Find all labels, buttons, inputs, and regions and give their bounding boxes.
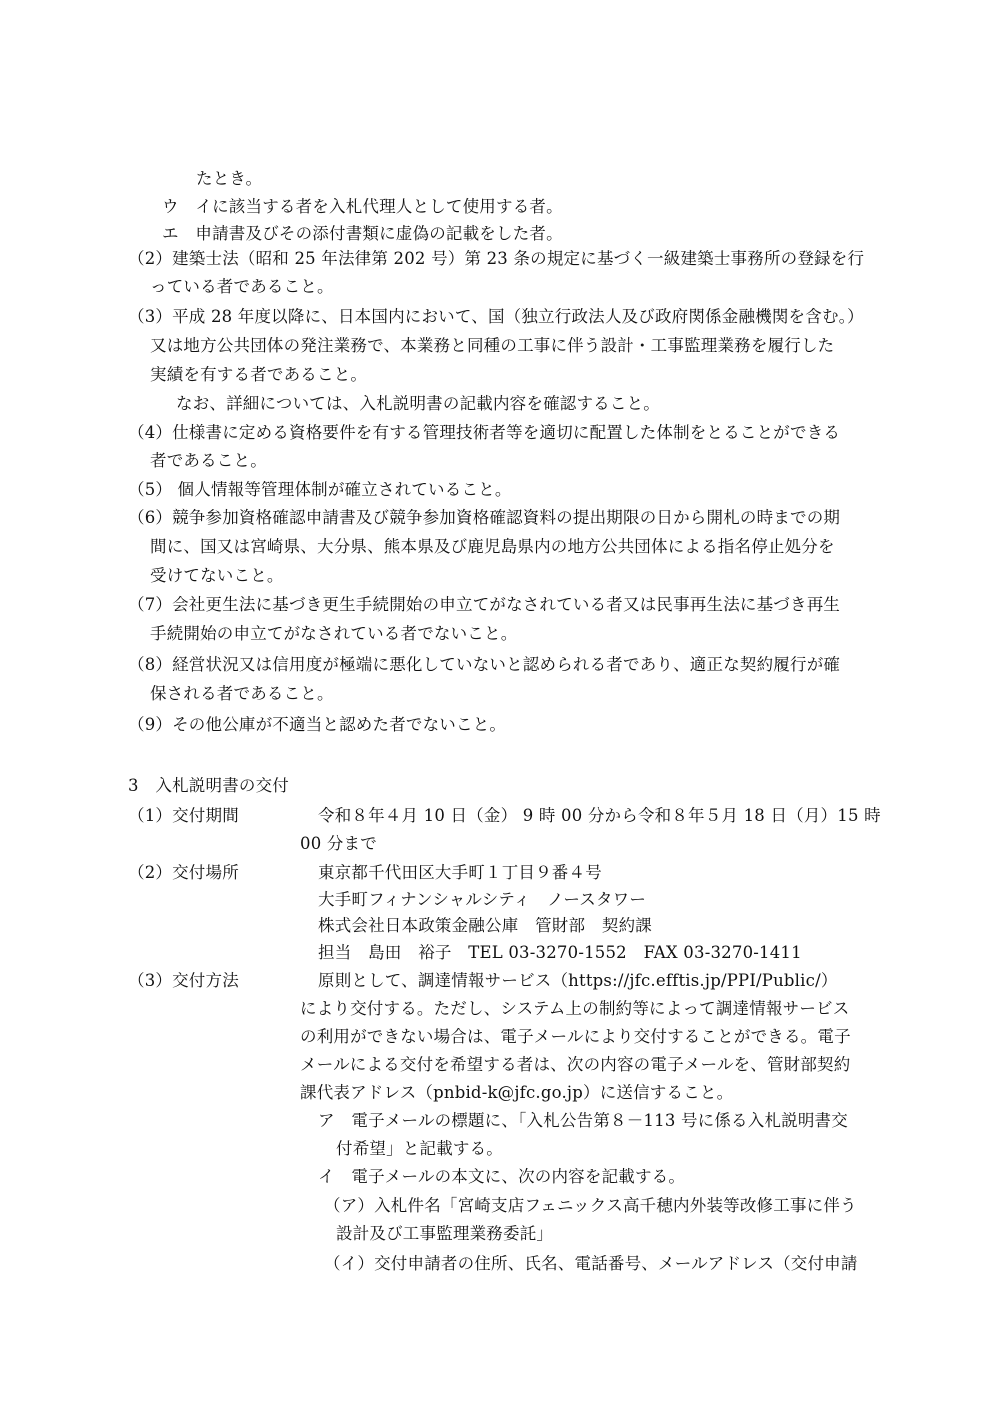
sub-item-u: ウ イに該当する者を入札代理人として使用する者。 bbox=[162, 197, 563, 216]
period-value-line-1: 令和８年４月 10 日（金） 9 時 00 分から令和８年５月 18 日（月）15 時 bbox=[318, 806, 881, 825]
place-value-line-4: 担当 島田 裕子 TEL 03-3270-1552 FAX 03-3270-1411 bbox=[318, 943, 802, 962]
item-6-line-1: （6）競争参加資格確認申請書及び競争参加資格確認資料の提出期限の日から開札の時までの期 bbox=[128, 508, 841, 527]
item-7-line-1: （7）会社更生法に基づき更生手続開始の申立てがなされている者又は民事再生法に基づき再生 bbox=[128, 595, 841, 614]
item-9-line-1: （9）その他公庫が不適当と認めた者でないこと。 bbox=[128, 715, 507, 734]
period-value-line-2: 00 分まで bbox=[300, 834, 377, 853]
place-value-line-2: 大手町フィナンシャルシティ ノースタワー bbox=[318, 890, 647, 909]
sub-item-e: エ 申請書及びその添付書類に虚偽の記載をした者。 bbox=[162, 224, 563, 243]
period-label: （1）交付期間 bbox=[128, 806, 239, 825]
item-3-line-3: 実績を有する者であること。 bbox=[150, 365, 368, 384]
method-a-line-2: 付希望」と記載する。 bbox=[336, 1139, 503, 1158]
item-8-line-1: （8）経営状況又は信用度が極端に悪化していないと認められる者であり、適正な契約履行が確 bbox=[128, 655, 841, 674]
item-4-line-1: （4）仕様書に定める資格要件を有する管理技術者等を適切に配置した体制をとることができる bbox=[128, 423, 841, 442]
place-value-line-1: 東京都千代田区大手町１丁目９番４号 bbox=[318, 863, 602, 882]
method-i-a-line-1: （ア）入札件名「宮崎支店フェニックス高千穂内外装等改修工事に伴う bbox=[324, 1196, 857, 1215]
item-5-line-1: （5） 個人情報等管理体制が確立されていること。 bbox=[128, 480, 512, 499]
method-i-a-line-2: 設計及び工事監理業務委託」 bbox=[336, 1224, 554, 1243]
method-value-line-3: の利用ができない場合は、電子メールにより交付することができる。電子 bbox=[300, 1027, 851, 1046]
method-a-line-1: ア 電子メールの標題に、「入札公告第８－113 号に係る入札説明書交 bbox=[318, 1111, 848, 1130]
place-label: （2）交付場所 bbox=[128, 863, 239, 882]
method-value-line-2: により交付する。ただし、システム上の制約等によって調達情報サービス bbox=[300, 999, 850, 1018]
item-2-line-1: （2）建築士法（昭和 25 年法律第 202 号）第 23 条の規定に基づく一級建築士事務所の登録を行 bbox=[128, 249, 865, 268]
item-7-line-2: 手続開始の申立てがなされている者でないこと。 bbox=[150, 624, 518, 643]
item-6-line-2: 間に、国又は宮崎県、大分県、熊本県及び鹿児島県内の地方公共団体による指名停止処分を bbox=[150, 537, 835, 556]
item-3-line-4: なお、詳細については、入札説明書の記載内容を確認すること。 bbox=[176, 394, 660, 413]
method-value-line-1: 原則として、調達情報サービス（https://jfc.efftis.jp/PPI/Public/） bbox=[318, 971, 838, 990]
item-3-line-2: 又は地方公共団体の発注業務で、本業務と同種の工事に伴う設計・工事監理業務を履行した bbox=[150, 336, 835, 355]
item-6-line-3: 受けてないこと。 bbox=[150, 566, 284, 585]
method-value-line-5: 課代表アドレス（pnbid-k@jfc.go.jp）に送信すること。 bbox=[300, 1083, 734, 1102]
method-i-line-1: イ 電子メールの本文に、次の内容を記載する。 bbox=[318, 1167, 686, 1186]
item-4-line-2: 者であること。 bbox=[150, 451, 267, 470]
section-3-heading: 3 入札説明書の交付 bbox=[128, 776, 289, 795]
item-2-line-2: っている者であること。 bbox=[150, 277, 334, 296]
method-i-i-line-1: （イ）交付申請者の住所、氏名、電話番号、メールアドレス（交付申請 bbox=[324, 1254, 858, 1273]
continued-text: たとき。 bbox=[196, 169, 263, 188]
item-3-line-1: （3）平成 28 年度以降に、日本国内において、国（独立行政法人及び政府関係金融機関を含む。） bbox=[128, 307, 864, 326]
place-value-line-3: 株式会社日本政策金融公庫 管財部 契約課 bbox=[318, 916, 652, 935]
method-label: （3）交付方法 bbox=[128, 971, 239, 990]
method-value-line-4: メールによる交付を希望する者は、次の内容の電子メールを、管財部契約 bbox=[300, 1055, 851, 1074]
item-8-line-2: 保される者であること。 bbox=[150, 684, 334, 703]
